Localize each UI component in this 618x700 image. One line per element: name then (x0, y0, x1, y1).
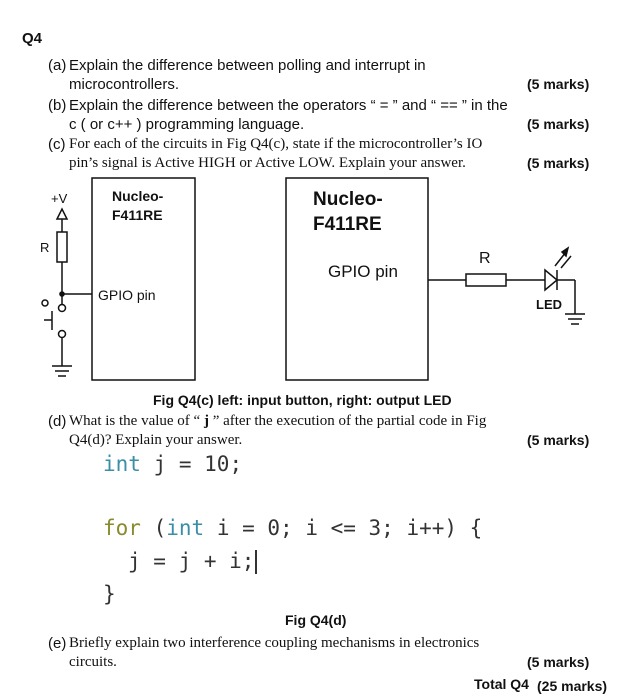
left-resistor-label: R (40, 240, 50, 255)
left-gpio-label: GPIO pin (98, 287, 156, 303)
led-diode-icon (545, 270, 557, 290)
led-label: LED (536, 297, 562, 312)
supply-arrow-icon (57, 209, 67, 219)
question-heading: Q4 (22, 30, 43, 47)
text-cursor (255, 550, 257, 574)
code-line-2: for (int i = 0; i <= 3; i++) { (103, 516, 483, 540)
part-a-marks: (5 marks) (527, 76, 590, 92)
part-c-marks: (5 marks) (527, 155, 590, 171)
part-a-line2: microcontrollers. (69, 76, 180, 93)
part-d-label: (d) (48, 413, 67, 430)
right-gpio-label: GPIO pin (328, 262, 398, 281)
part-e-line2: circuits. (69, 654, 117, 670)
total-marks: (25 marks) (537, 678, 608, 694)
total-label: Total Q4 (474, 676, 529, 692)
left-resistor (57, 232, 67, 262)
part-d-marks: (5 marks) (527, 432, 590, 448)
part-b-line1: Explain the difference between the operators “ = ” and “ == ” in the (69, 97, 508, 114)
part-c-label: (c) (48, 136, 66, 153)
part-b-label: (b) (48, 97, 67, 114)
part-b-line2: c ( or c++ ) programming language. (69, 116, 305, 133)
part-c-line1: For each of the circuits in Fig Q4(c), state if the microcontroller’s IO (69, 136, 483, 152)
figure-d-caption: Fig Q4(d) (285, 612, 347, 628)
code-line-3: j = j + i; (128, 549, 257, 574)
part-d-line1: What is the value of “ j ” after the execution of the partial code in Fig (69, 413, 487, 429)
figure-c-caption: Fig Q4(c) left: input button, right: output LED (153, 392, 452, 408)
right-board-name-2: F411RE (313, 214, 382, 235)
part-d-line2: Q4(d)? Explain your answer. (69, 432, 243, 448)
code-line-4: } (103, 582, 116, 606)
part-d-variable: j (203, 413, 209, 429)
part-e-marks: (5 marks) (527, 654, 590, 670)
part-e-line1: Briefly explain two interference coupling mechanisms in electronics (69, 635, 480, 651)
part-e-label: (e) (48, 635, 67, 652)
part-c-line2: pin’s signal is Active HIGH or Active LOW. Explain your answer. (69, 155, 466, 171)
left-board-name-2: F411RE (112, 207, 163, 223)
part-a-line1: Explain the difference between polling and interrupt in (69, 57, 426, 74)
right-resistor (466, 274, 506, 286)
right-board-name-1: Nucleo- (313, 189, 383, 210)
left-board-name-1: Nucleo- (112, 188, 164, 204)
left-supply-label: +V (51, 191, 68, 206)
code-line-1: int j = 10; (103, 452, 243, 476)
right-resistor-label: R (479, 250, 491, 267)
part-a-label: (a) (48, 57, 67, 74)
part-b-marks: (5 marks) (527, 116, 590, 132)
